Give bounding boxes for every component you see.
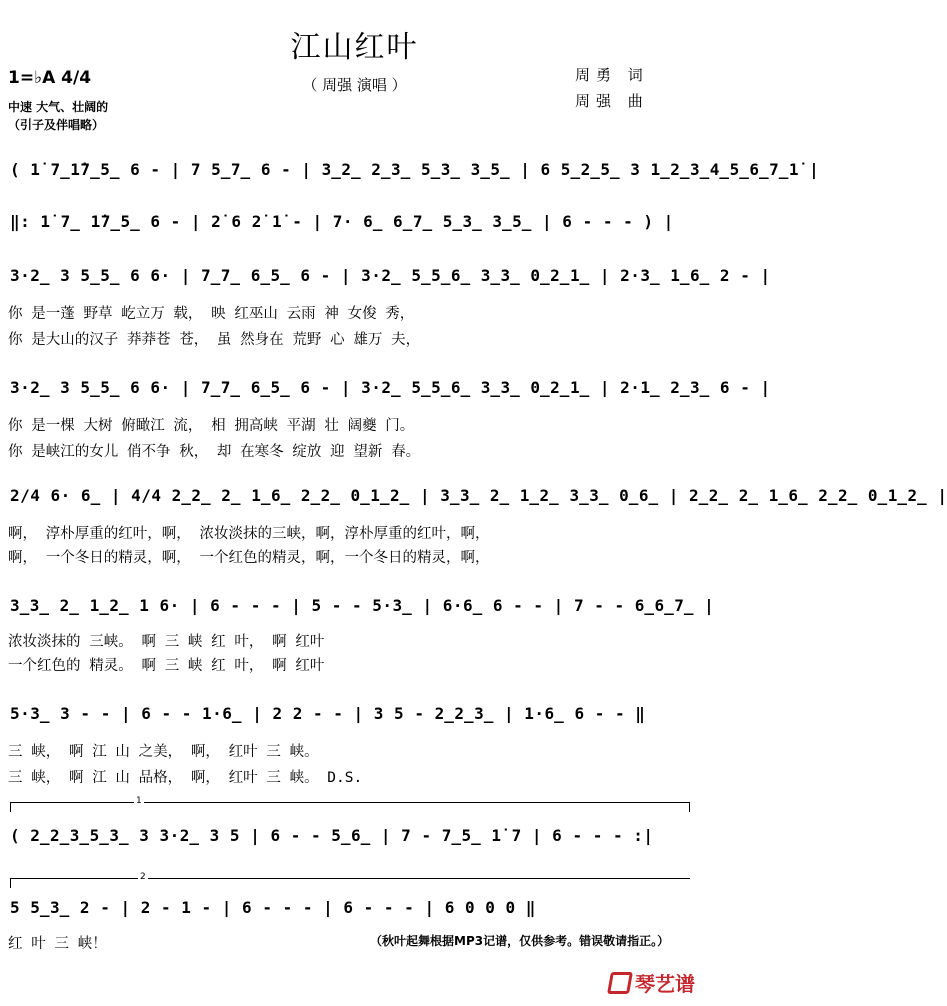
lyric-line: 一个红色的 精灵。 啊 三 峡 红 叶， 啊 红叶 <box>8 658 325 674</box>
score-line-2: ‖: 1̇ 7̲ 1̇7̲5̲ 6 - | 2̇ 6 2̇ 1̇ - | 7· 6̲ 6̲7̲ 5̲3̲ 3̲5̲ | 6 - - - ) | <box>10 212 674 231</box>
volta-bracket-1 <box>10 802 690 803</box>
performer-line: （ 周强 演唱 ） <box>302 76 407 94</box>
lyric-line: 你 是峡江的女儿 俏不争 秋， 却 在寒冬 绽放 迎 望新 春。 <box>8 444 421 460</box>
lyric-line: 三 峡， 啊 江 山 之美， 啊， 红叶 三 峡。 <box>8 744 319 760</box>
volta-bracket-2 <box>10 878 690 879</box>
lyric-line: 三 峡， 啊 江 山 品格， 啊， 红叶 三 峡。 D.S. <box>8 770 363 786</box>
score-line-4: 3·2̲ 3 5̲5̲ 6 6· | 7̲7̲ 6̲5̲ 6 - | 3·2̲ 5̲5̲6̲ 3̲3̲ 0̲2̲1̲ | 2·1̲ 2̲3̲ 6 - | <box>10 378 771 397</box>
score-line-1: ( 1̇ 7̲1̇7̲5̲ 6 - | 7 5̲7̲ 6 - | 3̲2̲ 2̲3̲ 5̲3̲ 3̲5̲ | 6 5̲2̲5̲ 3 1̲2̲3̲4̲5̲6̲7̲1̇ | <box>10 160 820 179</box>
score-line-5: 2/4 6· 6̲ | 4/4 2̲2̲ 2̲ 1̲6̲ 2̲2̲ 0̲1̲2̲ | 3̲3̲ 2̲ 1̲2̲ 3̲3̲ 0̲6̲ | 2̲2̲ 2̲ 1̲6̲ 2̲2̲ 0̲1̲2̲ | <box>10 486 947 505</box>
volta-number-1: 1 <box>136 796 142 806</box>
lyric-line: 啊， 淳朴厚重的红叶，啊， 浓妆淡抹的三峡，啊，淳朴厚重的红叶，啊， <box>8 526 490 542</box>
score-line-3: 3·2̲ 3 5̲5̲ 6 6· | 7̲7̲ 6̲5̲ 6 - | 3·2̲ 5̲5̲6̲ 3̲3̲ 0̲2̲1̲ | 2·3̲ 1̲6̲ 2 - | <box>10 266 771 285</box>
volta-bracket-edge <box>10 878 11 888</box>
lyricist-credit: 周勇 词 <box>575 66 649 84</box>
volta-number-2: 2 <box>140 872 146 882</box>
score-line-6: 3̲3̲ 2̲ 1̲2̲ 1 6· | 6 - - - | 5 - - 5·3̲ | 6·6̲ 6 - - | 7 - - 6̲6̲7̲ | <box>10 596 715 615</box>
score-line-9: 5 5̲3̲ 2 - | 2 - 1 - | 6 - - - | 6 - - - | 6 0 0 0 ‖ <box>10 898 536 917</box>
brand-name: 琴艺谱 <box>635 972 695 996</box>
volta-bracket-edge <box>689 802 690 812</box>
brand-logo-icon <box>607 972 633 994</box>
lyric-line: 你 是一蓬 野草 屹立万 载， 映 红巫山 云雨 神 女俊 秀， <box>8 306 415 322</box>
transcription-note: （秋叶起舞根据MP3记谱，仅供参考。错误敬请指正。） <box>370 934 670 948</box>
lyric-line: 你 是大山的汉子 莽莽苍 苍， 虽 然身在 荒野 心 雄万 夫， <box>8 332 421 348</box>
song-title: 江山红叶 <box>290 30 419 65</box>
score-line-7: 5·3̲ 3 - - | 6 - - 1·6̲ | 2 2 - - | 3 5 - 2̲2̲3̲ | 1·6̲ 6 - - ‖ <box>10 704 646 723</box>
lyric-line: 啊， 一个冬日的精灵，啊， 一个红色的精灵，啊，一个冬日的精灵，啊， <box>8 550 490 566</box>
lyric-line: 浓妆淡抹的 三峡。 啊 三 峡 红 叶， 啊 红叶 <box>8 634 325 650</box>
tempo-marking: 中速 大气、壮阔的 <box>8 100 109 114</box>
lyric-line: 红 叶 三 峡！ <box>8 936 107 952</box>
composer-credit: 周强 曲 <box>575 92 649 110</box>
lyric-line: 你 是一棵 大树 俯瞰江 流， 相 拥高峡 平湖 壮 阔夔 门。 <box>8 418 415 434</box>
performance-note: （引子及伴唱略） <box>8 118 105 132</box>
key-signature: 1=♭A 4/4 <box>8 68 92 88</box>
brand-logo <box>609 968 695 997</box>
volta-bracket-edge <box>10 802 11 812</box>
score-line-8: ( 2̲2̲3̲5̲3̲ 3 3·2̲ 3 5 | 6 - - 5̲6̲ | 7 - 7̲5̲ 1̇ 7 | 6 - - - :| <box>10 826 654 845</box>
